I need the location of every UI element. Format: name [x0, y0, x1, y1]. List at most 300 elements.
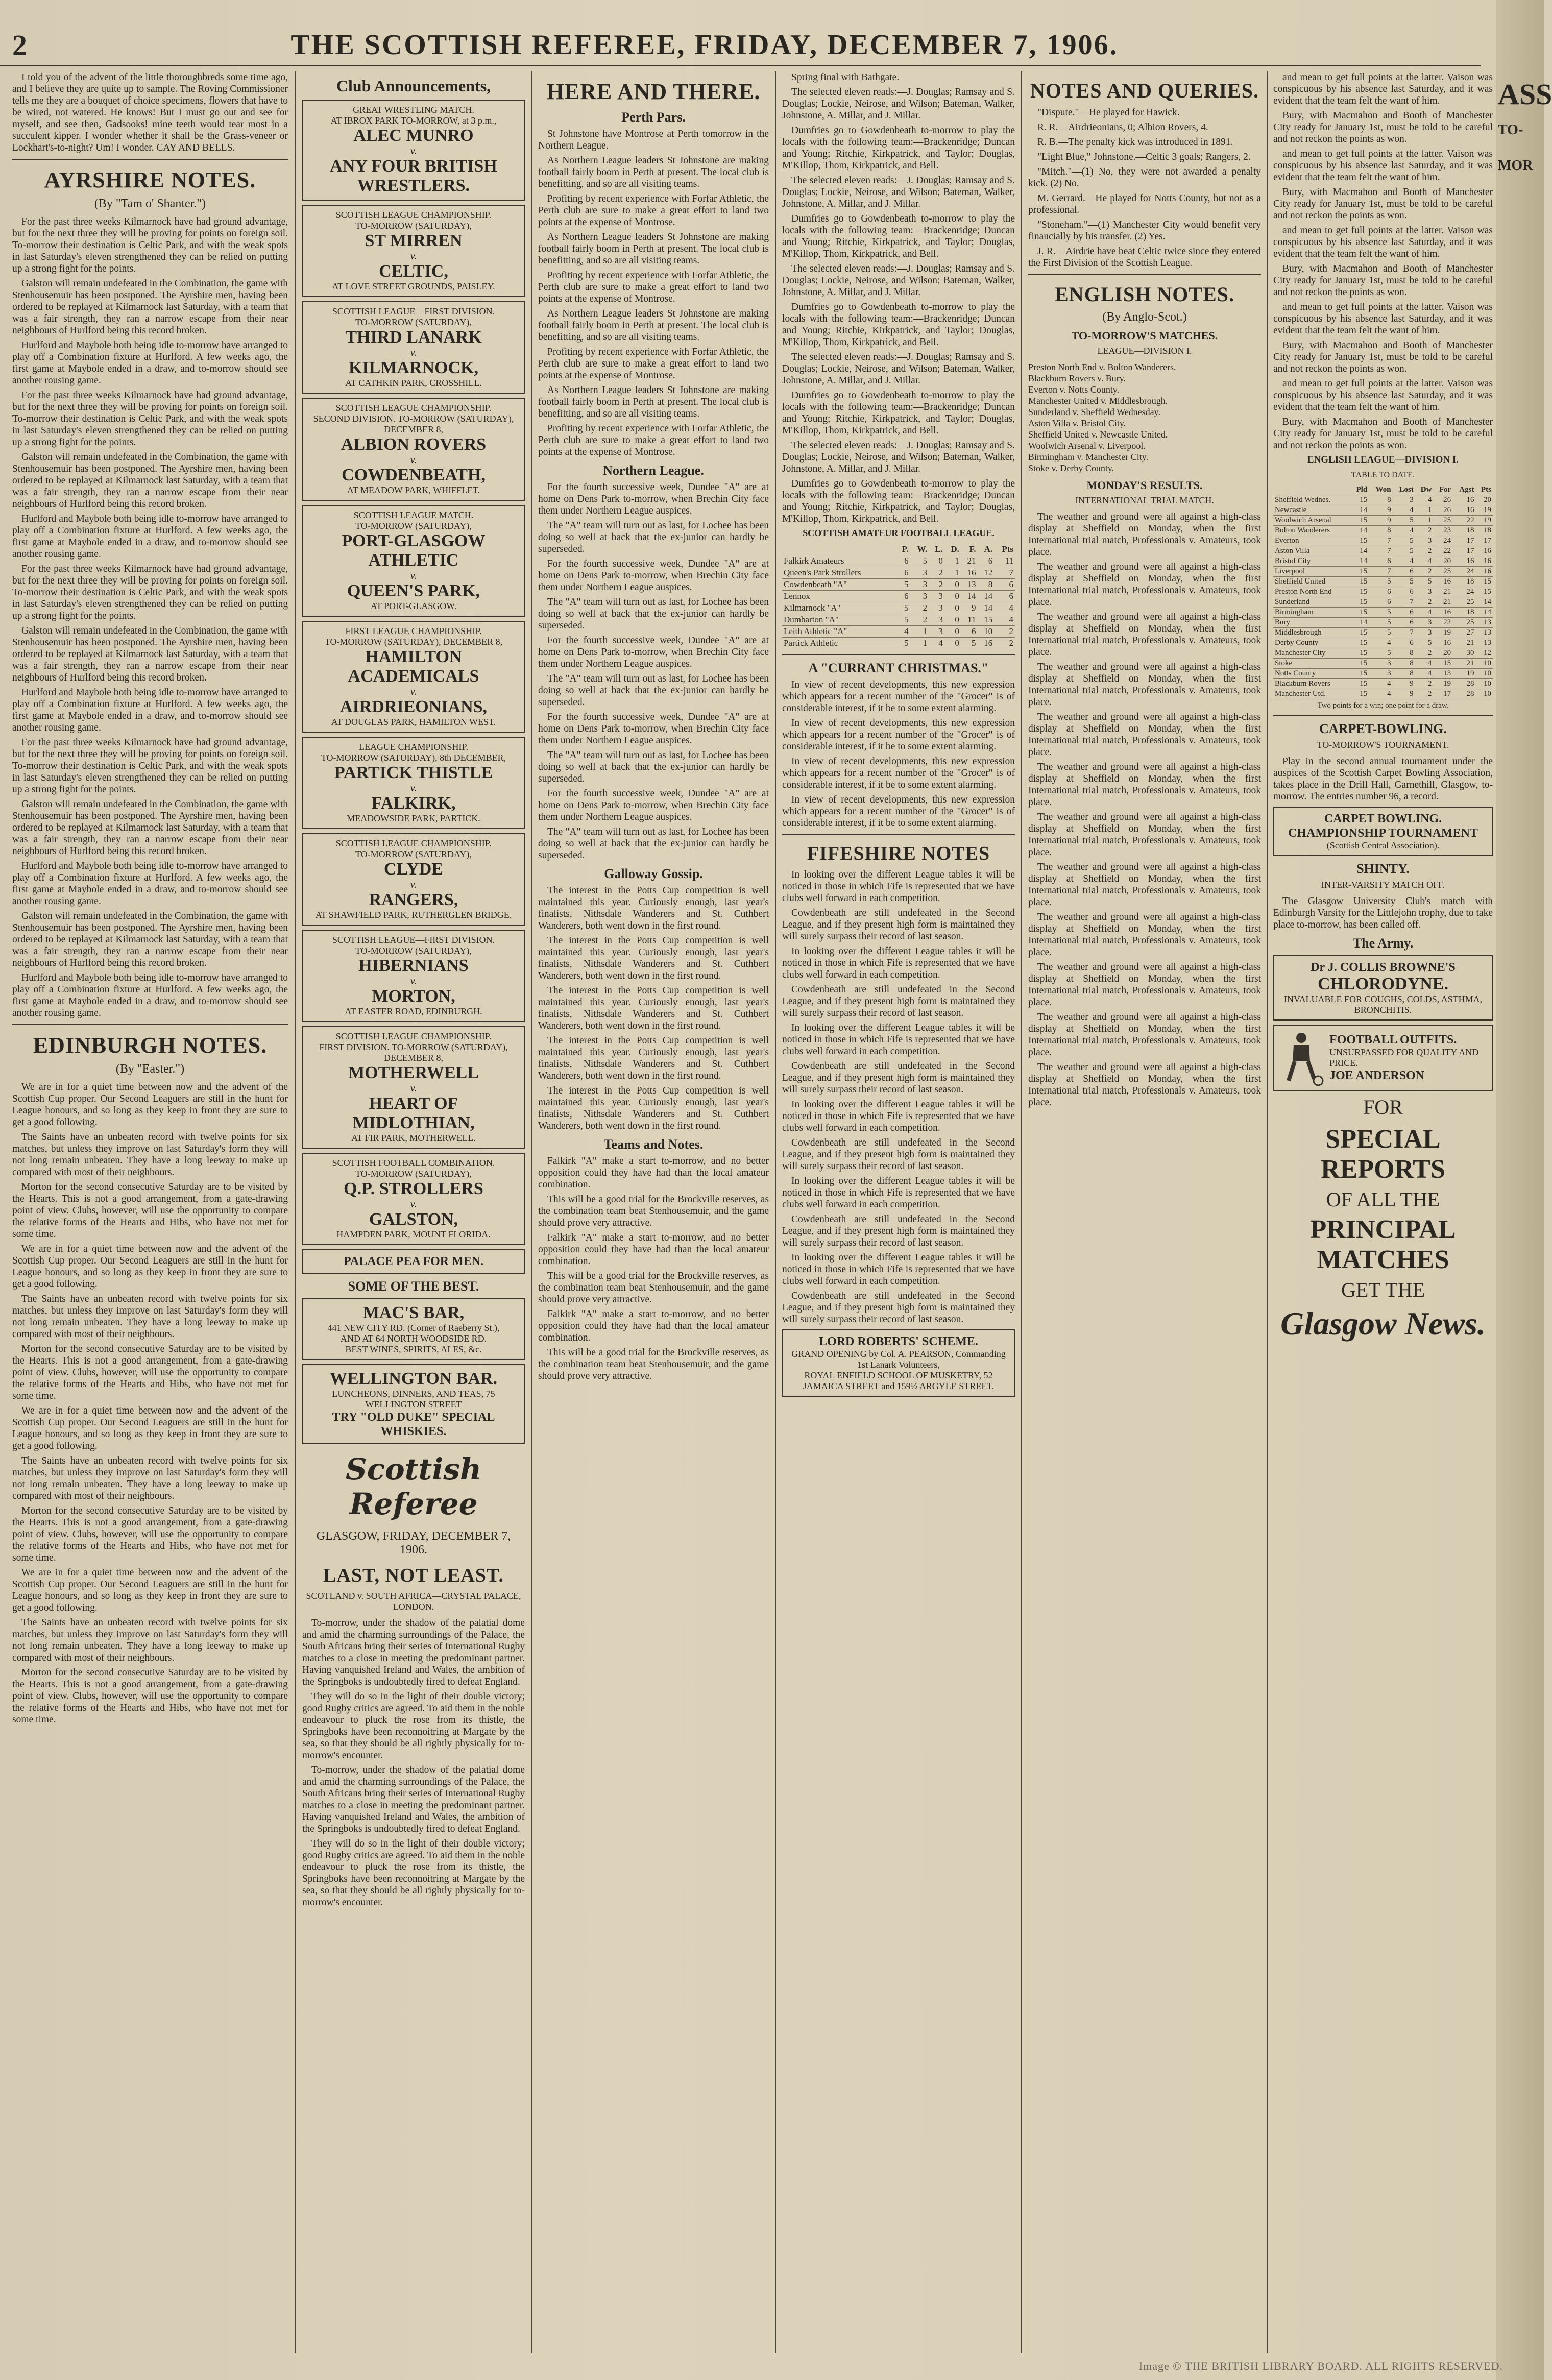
ad-team: COWDENBEATH,	[342, 466, 486, 484]
table-cell: 6	[1393, 608, 1415, 618]
table-cell: 7	[1393, 628, 1415, 638]
table-cell: 6	[1369, 597, 1392, 608]
query-item: R. R.—Airdrieonians, 0; Albion Rovers, 4.	[1037, 122, 1208, 133]
table-cell: 21	[961, 555, 978, 567]
table-cell: 2	[929, 567, 944, 579]
galloway-heading: Galloway Gossip.	[604, 866, 703, 881]
article-paragraph: The selected eleven reads:—J. Douglas; Ramsay and S. Douglas; Lockie, Neirose, and Wilson; Bateman, Walker, Johnstone, A. Millar, and J. Millar.	[782, 440, 1015, 474]
table-cell: 14	[1351, 526, 1369, 536]
table-header-cell: Pld	[1351, 485, 1369, 495]
article-paragraph: The weather and ground were all against a high-class display at Sheffield on Monday, when the first International trial match, Professionals v. Amateurs, took place.	[1028, 912, 1261, 958]
table-cell: 6	[1393, 587, 1415, 597]
table-row	[1273, 536, 1493, 546]
table-cell: 9	[1393, 679, 1415, 689]
fixture-item: Everton v. Notts County.	[1028, 384, 1120, 395]
ad-sub: TO-MORROW (SATURDAY), DECEMBER 8,	[324, 637, 503, 647]
table-cell: 27	[1452, 628, 1475, 638]
article-paragraph: Hurlford and Maybole both being idle to-morrow have arranged to play off a Combination fixture at Hurlford. A few weeks ago, the first game at Maybole ended in a draw, and to-morrow should see another rousing game.	[12, 514, 288, 560]
table-cell: 2	[1415, 648, 1434, 659]
table-cell: 12	[978, 567, 995, 579]
article-paragraph: In looking over the different League tables it will be noticed in those in which Fife is represented that we have clubs well forward in each competition.	[782, 946, 1015, 980]
table-cell: 9	[1369, 516, 1392, 526]
club-ad	[302, 505, 525, 617]
ad-team: ST MIRREN	[365, 231, 463, 250]
article-paragraph: The Glasgow University Club's match with Edinburgh Varsity for the Littlejohn trophy, due to take place to-morrow, has been called off.	[1273, 896, 1493, 930]
table-cell: 22	[1433, 546, 1452, 556]
table-cell: 0	[944, 602, 961, 614]
table-cell: 3	[1369, 669, 1392, 679]
article-paragraph: The selected eleven reads:—J. Douglas; Ramsay and S. Douglas; Lockie, Neirose, and Wilson; Bateman, Walker, Johnstone, A. Millar, and J. Millar.	[782, 87, 1015, 121]
table-cell: Partick Athletic	[782, 638, 896, 649]
mondays-sub: INTERNATIONAL TRIAL MATCH.	[1075, 495, 1214, 505]
table-cell: 5	[1393, 536, 1415, 546]
table-cell: 17	[1452, 546, 1475, 556]
old-duke-line: TRY "OLD DUKE" SPECIAL WHISKIES.	[332, 1411, 495, 1438]
table-cell: 4	[1393, 526, 1415, 536]
ad-team: HAMILTON ACADEMICALS	[348, 647, 479, 686]
ad-versus: v.	[410, 347, 417, 358]
table-row	[1273, 597, 1493, 608]
article-paragraph: For the past three weeks Kilmarnock have had ground advantage, but for the next three they will be proving for points on foreign soil. To-morrow their destination is Celtic Park, and with the weak spots in last Saturday's eleven strengthened they can be relied on putting up a strong fight for the points.	[12, 737, 288, 795]
table-cell: 21	[1433, 587, 1452, 597]
article-paragraph: The weather and ground were all against a high-class display at Sheffield on Monday, when the first International trial match, Professionals v. Amateurs, took place.	[1028, 662, 1261, 708]
table-cell: 2	[1415, 689, 1434, 699]
table-cell: Queen's Park Strollers	[782, 567, 896, 579]
article-paragraph: Falkirk "A" make a start to-morrow, and no better opposition could they have had than the local amateur combination.	[538, 1232, 769, 1267]
article-paragraph: To-morrow, under the shadow of the palatial dome and amid the charming surroundings of the Palace, the South Africans bring their series of International Rugby matches to a close in meeting the predominant partner. Having vanquished Ireland and Wales, the ambition of the Springboks is undoubtedly fired to defeat England.	[302, 1765, 525, 1834]
roberts-scheme-ad	[782, 1329, 1015, 1397]
ad-sub: TO-MORROW (SATURDAY),	[355, 521, 472, 531]
table-cell: 15	[1351, 567, 1369, 577]
table-cell: 2	[910, 614, 929, 626]
article-paragraph: As Northern League leaders St Johnstone are making football fairly boom in Perth at present. The local club is benefitting, and so are all visiting teams.	[538, 385, 769, 419]
table-cell: 14	[1475, 608, 1493, 618]
table-cell: 14	[1351, 556, 1369, 567]
wellington-bar-name: WELLINGTON BAR.	[329, 1369, 498, 1388]
table-cell: Middlesbrough	[1273, 628, 1351, 638]
article-paragraph: Galston will remain undefeated in the Combination, the game with Stenhousemuir has been postponed. The Ayrshire men, having been ordered to be replayed at Kilmarnock last Saturday, with a team that was a fair strength, they ran a narrow escape from their near neighbours of Hurlford being this record broken.	[12, 452, 288, 509]
table-cell: 6	[896, 567, 910, 579]
table-cell: Bury	[1273, 618, 1351, 628]
article-paragraph: The interest in the Potts Cup competition is well maintained this year. Curiously enough, last year's finalists, Nithsdale Wanderers and St. Cuthbert Wanderers, both went down in the first round.	[538, 1085, 769, 1131]
club-ad	[302, 621, 525, 733]
table-cell: 20	[1433, 648, 1452, 659]
ad-team: HIBERNIANS	[358, 956, 469, 975]
column-2	[302, 71, 525, 2353]
table-cell: 10	[1475, 659, 1493, 669]
table-cell: Preston North End	[1273, 587, 1351, 597]
table-cell: 21	[1433, 597, 1452, 608]
ad-team: CLYDE	[384, 860, 443, 879]
table-cell: 11	[994, 555, 1015, 567]
carpet-bowling-ad	[1273, 807, 1493, 856]
table-cell: 3	[1369, 659, 1392, 669]
table-cell: 0	[944, 614, 961, 626]
article-paragraph: Hurlford and Maybole both being idle to-morrow have arranged to play off a Combination fixture at Hurlford. A few weeks ago, the first game at Maybole ended in a draw, and to-morrow should see another rousing game.	[12, 687, 288, 733]
table-cell: 5	[961, 638, 978, 649]
table-header-cell: L.	[929, 544, 944, 555]
table-cell: 9	[961, 602, 978, 614]
table-cell: 18	[1452, 608, 1475, 618]
table-cell: 15	[1433, 659, 1452, 669]
collis-sub: INVALUABLE FOR COUGHS, COLDS, ASTHMA, BRONCHITIS.	[1283, 994, 1483, 1015]
table-cell: 13	[1475, 628, 1493, 638]
ad-versus: v.	[410, 976, 417, 987]
carpet-bowling-heading: CARPET-BOWLING.	[1319, 721, 1447, 736]
article-paragraph: The weather and ground were all against a high-class display at Sheffield on Monday, when the first International trial match, Professionals v. Amateurs, took place.	[1028, 562, 1261, 608]
table-header-cell: For	[1433, 485, 1452, 495]
column-rule	[531, 71, 532, 2353]
table-cell: 22	[1452, 516, 1475, 526]
ad-team: GALSTON,	[369, 1210, 458, 1229]
article-paragraph: Falkirk "A" make a start to-morrow, and no better opposition could they have had than the local amateur combination.	[538, 1156, 769, 1190]
table-cell: Manchester Utd.	[1273, 689, 1351, 699]
ad-venue: AT PORT-GLASGOW.	[370, 601, 457, 611]
table-cell: 1	[1415, 505, 1434, 516]
table-cell: 16	[978, 638, 995, 649]
table-cell: Leith Athletic "A"	[782, 626, 896, 638]
table-cell: 18	[1452, 577, 1475, 587]
article-paragraph: The weather and ground were all against a high-class display at Sheffield on Monday, when the first International trial match, Professionals v. Amateurs, took place.	[1028, 712, 1261, 758]
ad-team: QUEEN'S PARK,	[347, 581, 480, 600]
club-ads	[302, 100, 525, 1245]
page-number: 2	[12, 28, 27, 62]
table-cell: 6	[994, 591, 1015, 602]
ad-team: PORT-GLASGOW ATHLETIC	[342, 531, 486, 570]
table-cell: 25	[1452, 597, 1475, 608]
article-paragraph: The interest in the Potts Cup competition is well maintained this year. Curiously enough, last year's finalists, Nithsdale Wanderers and St. Cuthbert Wanderers, both went down in the first round.	[538, 1035, 769, 1081]
table-cell: 3	[1393, 495, 1415, 505]
paper-name-logo: Scottish Referee	[345, 1452, 482, 1521]
article-paragraph: As Northern League leaders St Johnstone are making football fairly boom in Perth at present. The local club is benefitting, and so are all visiting teams.	[538, 155, 769, 189]
article-paragraph: We are in for a quiet time between now and the advent of the Scottish Cup proper. Our Second Leaguers are still in the hunt for League honours, and so long as they keep in front they are sure to get a good following.	[12, 1244, 288, 1290]
ad-top: SCOTTISH LEAGUE CHAMPIONSHIP.	[335, 838, 492, 848]
column-1	[12, 71, 288, 2353]
table-cell: 6	[896, 555, 910, 567]
footer-for: FOR	[1363, 1096, 1403, 1119]
table-cell: 4	[1415, 556, 1434, 567]
division-label: LEAGUE—DIVISION I.	[1097, 346, 1192, 356]
table-row	[1273, 638, 1493, 648]
table-row	[1273, 679, 1493, 689]
table-cell: 2	[1415, 567, 1434, 577]
table-cell: 15	[1351, 587, 1369, 597]
ad-sub: FIRST DIVISION. TO-MORROW (SATURDAY), DECEMBER 8,	[319, 1042, 508, 1063]
ad-team: ALEC MUNRO	[353, 126, 474, 145]
article-paragraph: The weather and ground were all against a high-class display at Sheffield on Monday, when the first International trial match, Professionals v. Amateurs, took place.	[1028, 762, 1261, 808]
query-item: "Stoneham."—(1) Manchester City would benefit very financially by his transfer. (2) Yes.	[1028, 220, 1261, 242]
club-ad	[302, 100, 525, 201]
article-paragraph: In looking over the different League tables it will be noticed in those in which Fife is represented that we have clubs well forward in each competition.	[782, 1176, 1015, 1210]
table-cell: 3	[929, 602, 944, 614]
club-ad	[302, 930, 525, 1022]
ad-top: FIRST LEAGUE CHAMPIONSHIP.	[345, 626, 482, 636]
footer-get-the: GET THE	[1341, 1278, 1425, 1301]
table-cell: 14	[1475, 597, 1493, 608]
article-paragraph: Bury, with Macmahon and Booth of Manchester City ready for January 1st, must be told to be careful and not reckon the points as won.	[1273, 340, 1493, 374]
table-cell: 3	[1415, 618, 1434, 628]
article-paragraph: The weather and ground were all against a high-class display at Sheffield on Monday, when the first International trial match, Professionals v. Amateurs, took place.	[1028, 862, 1261, 908]
article-paragraph: The selected eleven reads:—J. Douglas; Ramsay and S. Douglas; Lockie, Neirose, and Wilson; Bateman, Walker, Johnstone, A. Millar, and J. Millar.	[782, 263, 1015, 298]
shinty-sub: INTER-VARSITY MATCH OFF.	[1321, 880, 1445, 890]
table-cell: 28	[1452, 679, 1475, 689]
table-cell: 23	[1433, 526, 1452, 536]
table-cell: Bristol City	[1273, 556, 1351, 567]
table-cell: 3	[929, 591, 944, 602]
table-cell: 5	[896, 602, 910, 614]
table-row	[782, 591, 1015, 602]
ad-team: KILMARNOCK,	[348, 358, 479, 377]
table-cell: 16	[1475, 556, 1493, 567]
table-cell: Dumbarton "A"	[782, 614, 896, 626]
table-row	[1273, 659, 1493, 669]
article-paragraph: They will do so in the light of their double victory; good Rugby critics are agreed. To aid them in the noble endeavour to pluck the rose from its thistle, the Springboks have been reconnoitring at Margate by the sea, so that they should be all rightly physically for to-morrow's encounter.	[302, 1838, 525, 1908]
article-paragraph: In view of recent developments, this new expression which appears for a recent number of the "Grocer" is of considerable interest, if it be to some extent alarming.	[782, 679, 1015, 714]
table-cell: 10	[1475, 679, 1493, 689]
ad-team: ANY FOUR BRITISH WRESTLERS.	[330, 157, 497, 195]
table-row	[782, 579, 1015, 591]
table-row	[1273, 618, 1493, 628]
article-paragraph: Dumfries go to Gowdenbeath to-morrow to play the locals with the following team:—Brackenridge; Duncan and Young; Ritchie, Kirkpatrick, and Taylor; Douglas, M'Killop, Thom, Kirkpatrick, and Bell.	[782, 302, 1015, 348]
table-cell: 5	[896, 579, 910, 591]
table-cell: 1	[1415, 516, 1434, 526]
article-paragraph: Galston will remain undefeated in the Combination, the game with Stenhousemuir has been postponed. The Ayrshire men, having been ordered to be replayed at Kilmarnock last Saturday, with a team that was a fair strength, they ran a narrow escape from their near neighbours of Hurlford being this record broken.	[12, 625, 288, 683]
table-row	[782, 614, 1015, 626]
article-paragraph: Cowdenbeath are still undefeated in the Second League, and if they present high form is maintained they will surely surpass their record of last season.	[782, 1137, 1015, 1172]
article-paragraph: In view of recent developments, this new expression which appears for a recent number of the "Grocer" is of considerable interest, if it be to some extent alarming.	[782, 756, 1015, 790]
table-cell: 2	[1415, 526, 1434, 536]
footer-principal-matches: PRINCIPAL MATCHES	[1310, 1215, 1456, 1274]
mondays-results-heading: MONDAY'S RESULTS.	[1086, 479, 1203, 492]
wellington-bar-ad	[302, 1364, 525, 1444]
edge-text: ASS	[1498, 78, 1552, 111]
table-cell: 2	[929, 579, 944, 591]
copyright-notice: Image © THE BRITISH LIBRARY BOARD. ALL RIGHTS RESERVED.	[1138, 2360, 1503, 2372]
article-paragraph: For the past three weeks Kilmarnock have had ground advantage, but for the next three they will be proving for points on foreign soil. To-morrow their destination is Celtic Park, and with the weak spots in last Saturday's eleven strengthened they can be relied on putting up a strong fight for the points.	[12, 216, 288, 274]
table-cell: 16	[1433, 608, 1452, 618]
table-row	[1273, 516, 1493, 526]
table-cell: 7	[1369, 567, 1392, 577]
article-paragraph: For the past three weeks Kilmarnock have had ground advantage, but for the next three they will be proving for points on foreign soil. To-morrow their destination is Celtic Park, and with the weak spots in last Saturday's eleven strengthened they can be relied on putting up a strong fight for the points.	[12, 390, 288, 448]
table-cell: 5	[896, 638, 910, 649]
table-header-cell: F.	[961, 544, 978, 555]
table-cell: 0	[944, 626, 961, 638]
ad-sub: TO-MORROW (SATURDAY), 8th DECEMBER,	[321, 752, 506, 763]
ad-sub: TO-MORROW (SATURDAY),	[355, 1169, 472, 1179]
intro-paragraph: I told you of the advent of the little thoroughbreds some time ago, and I believe they are quite up to sample. The Roving Commissioner tells me they are a bouquet of choice specimens, flowers that have to be wired, not watered. He knows! But I must go out and see for myself, and see then, Gadsooks! mine teeth would tear most in a succulent kipper. I wonder whether it shall be the Grass-veneer or Lockhart's-to-night? Um! I wonder. CAY AND BELLS.	[12, 72, 288, 153]
table-cell: 14	[978, 591, 995, 602]
article-paragraph: Morton for the second consecutive Saturday are to be visited by the Hearts. This is not a good arrangement, from a gate-drawing point of view. Clubs, however, will use the opportunity to compare the relative forms of the Hearts and Hibs, who have not met for some time.	[12, 1344, 288, 1401]
macs-bar-ad	[302, 1298, 525, 1360]
table-cell: 15	[1351, 638, 1369, 648]
article-paragraph: To-morrow, under the shadow of the palatial dome and amid the charming surroundings of the Palace, the South Africans bring their series of International Rugby matches to a close in meeting the predominant partner. Having vanquished Ireland and Wales, the ambition of the Springboks is undoubtedly fired to defeat England.	[302, 1618, 525, 1687]
table-cell: 5	[1393, 546, 1415, 556]
table-cell: 16	[1452, 495, 1475, 505]
table-cell: 4	[1393, 505, 1415, 516]
table-cell: 6	[896, 591, 910, 602]
table-cell: 4	[1393, 556, 1415, 567]
army-heading: The Army.	[1352, 936, 1414, 951]
article-paragraph: and mean to get full points at the latter. Vaison was conspicuous by his absence last Saturday, and it was evident that the team felt the want of him.	[1273, 225, 1493, 259]
ad-venue: AT FIR PARK, MOTHERWELL.	[351, 1133, 476, 1143]
article-paragraph: This will be a good trial for the Brockville reserves, as the combination team beat Stenhousemuir, and the game should prove very attractive.	[538, 1271, 769, 1305]
ad-top: GREAT WRESTLING MATCH.	[353, 105, 474, 115]
table-cell: 2	[1415, 546, 1434, 556]
club-ad	[302, 205, 525, 297]
table-cell: 18	[1475, 526, 1493, 536]
outfits-maker: JOE ANDERSON	[1329, 1069, 1425, 1082]
ad-top: SCOTTISH LEAGUE CHAMPIONSHIP.	[335, 1031, 492, 1041]
ad-venue: AT LOVE STREET GROUNDS, PAISLEY.	[332, 281, 495, 292]
article-paragraph: For the fourth successive week, Dundee "A" are at home on Dens Park to-morrow, when Brechin City face them under Northern League auspices.	[538, 558, 769, 593]
table-cell: 14	[978, 602, 995, 614]
macs-bar-address: 441 NEW CITY RD. (Corner of Raeberry St.),	[327, 1323, 500, 1333]
table-row	[782, 626, 1015, 638]
article-paragraph: The weather and ground were all against a high-class display at Sheffield on Monday, when the first International trial match, Professionals v. Amateurs, took place.	[1028, 1012, 1261, 1058]
table-cell: Everton	[1273, 536, 1351, 546]
club-ad	[302, 737, 525, 829]
ad-team: ALBION ROVERS	[341, 435, 487, 454]
table-header-cell: W.	[910, 544, 929, 555]
ad-team: FALKIRK,	[371, 794, 456, 813]
table-cell: 16	[1475, 567, 1493, 577]
table-row	[1273, 669, 1493, 679]
article-paragraph: This will be a good trial for the Brockville reserves, as the combination team beat Stenhousemuir, and the game should prove very attractive.	[538, 1347, 769, 1381]
article-paragraph: Profiting by recent experience with Forfar Athletic, the Perth club are sure to make a great effort to land two points at the expense of Montrose.	[538, 270, 769, 304]
article-paragraph: For the fourth successive week, Dundee "A" are at home on Dens Park to-morrow, when Brechin City face them under Northern League auspices.	[538, 635, 769, 669]
chlorodyne-ad	[1273, 955, 1493, 1021]
english-league-sub: TABLE TO DATE.	[1351, 471, 1415, 479]
article-paragraph: The weather and ground were all against a high-class display at Sheffield on Monday, when the first International trial match, Professionals v. Amateurs, took place.	[1028, 512, 1261, 557]
table-cell: 15	[1351, 628, 1369, 638]
table-cell: 6	[1369, 587, 1392, 597]
fixture-item: Birmingham v. Manchester City.	[1028, 452, 1149, 462]
fifeshire-heading: FIFESHIRE NOTES	[807, 843, 990, 864]
table-cell: 4	[1369, 638, 1392, 648]
ad-top: SCOTTISH LEAGUE—FIRST DIVISION.	[332, 306, 495, 317]
column-6	[1273, 71, 1493, 2353]
table-cell: 0	[944, 638, 961, 649]
club-ad	[302, 301, 525, 394]
club-ad	[302, 1026, 525, 1149]
english-byline: (By Anglo-Scot.)	[1102, 310, 1187, 324]
table-cell: 15	[1351, 689, 1369, 699]
table-cell: 15	[1475, 587, 1493, 597]
table-cell: Sheffield Wednes.	[1273, 495, 1351, 505]
ad-venue: AT EASTER ROAD, EDINBURGH.	[345, 1006, 482, 1016]
table-cell: Notts County	[1273, 669, 1351, 679]
ad-versus: v.	[410, 1199, 417, 1210]
footer-glasgow-news: Glasgow News.	[1280, 1305, 1486, 1342]
table-cell: 2	[1415, 679, 1434, 689]
ad-sub: AT IBROX PARK TO-MORROW, at 3 p.m.,	[330, 115, 497, 126]
table-cell: 4	[1369, 689, 1392, 699]
tomorrows-matches-heading: TO-MORROW'S MATCHES.	[1071, 329, 1218, 342]
table-cell: 2	[910, 602, 929, 614]
ad-sub: TO-MORROW (SATURDAY),	[355, 849, 472, 859]
table-row	[1273, 546, 1493, 556]
table-row	[1273, 505, 1493, 516]
table-cell: 2	[1415, 597, 1434, 608]
table-cell: Aston Villa	[1273, 546, 1351, 556]
table-cell: 24	[1452, 587, 1475, 597]
carpet-ad-sub: (Scottish Central Association).	[1326, 840, 1440, 851]
ad-sub: TO-MORROW (SATURDAY),	[355, 317, 472, 327]
article-paragraph: They will do so in the light of their double victory; good Rugby critics are agreed. To aid them in the noble endeavour to pluck the rose from its thistle, the Springboks have been reconnoitring at Margate by the sea, so that they should be all rightly physically for to-morrow's encounter.	[302, 1691, 525, 1761]
article-paragraph: The Saints have an unbeaten record with twelve points for six matches, but unless they improve on last Saturday's form they will not long remain unbeaten. They have a long leeway to make up compared with most of their neighbours.	[12, 1294, 288, 1340]
article-paragraph: For the past three weeks Kilmarnock have had ground advantage, but for the next three they will be proving for points on foreign soil. To-morrow their destination is Celtic Park, and with the weak spots in last Saturday's eleven strengthened they can be relied on putting up a strong fight for the points.	[12, 564, 288, 621]
query-item: J. R.—Airdrie have beat Celtic twice since they entered the First Division of the Scottish League.	[1028, 246, 1261, 269]
column-3	[538, 71, 769, 2353]
table-cell: Manchester City	[1273, 648, 1351, 659]
table-header-cell: P.	[896, 544, 910, 555]
table-cell: 21	[1452, 638, 1475, 648]
carpet-ad-heading: CARPET BOWLING.	[1324, 812, 1442, 825]
footer-of-all: OF ALL THE	[1326, 1188, 1440, 1211]
table-cell: 19	[1475, 505, 1493, 516]
ad-venue: AT DOUGLAS PARK, HAMILTON WEST.	[331, 717, 496, 727]
table-cell: 15	[1351, 659, 1369, 669]
table-cell: 16	[961, 567, 978, 579]
table-cell: 5	[1393, 516, 1415, 526]
ad-versus: v.	[410, 783, 417, 794]
article-paragraph: Galston will remain undefeated in the Combination, the game with Stenhousemuir has been postponed. The Ayrshire men, having been ordered to be replayed at Kilmarnock last Saturday, with a team that was a fair strength, they ran a narrow escape from their near neighbours of Hurlford being this record broken.	[12, 911, 288, 968]
column-rule	[1267, 71, 1268, 2353]
article-paragraph: Cowdenbeath are still undefeated in the Second League, and if they present high form is maintained they will surely surpass their record of last season.	[782, 1214, 1015, 1248]
table-cell: 9	[1369, 505, 1392, 516]
table-cell: 15	[1351, 608, 1369, 618]
article-paragraph: This will be a good trial for the Brockville reserves, as the combination team beat Stenhousemuir, and the game should prove very attractive.	[538, 1194, 769, 1228]
table-cell: 15	[1351, 495, 1369, 505]
table-cell: 4	[1415, 659, 1434, 669]
table-cell: 1	[910, 626, 929, 638]
carpet-sub: TO-MORROW'S TOURNAMENT.	[1317, 740, 1449, 750]
article-paragraph: Profiting by recent experience with Forfar Athletic, the Perth club are sure to make a great effort to land two points at the expense of Montrose.	[538, 347, 769, 381]
table-cell: 6	[1393, 638, 1415, 648]
table-cell: 19	[1433, 628, 1452, 638]
glasgow-news-ad	[1273, 1095, 1493, 1343]
fixture-item: Sheffield United v. Newcastle United.	[1028, 429, 1168, 440]
table-cell: 3	[910, 579, 929, 591]
table-cell: 17	[1433, 689, 1452, 699]
article-paragraph: In view of recent developments, this new expression which appears for a recent number of the "Grocer" is of considerable interest, if it be to some extent alarming.	[782, 794, 1015, 829]
article-paragraph: The "A" team will turn out as last, for Lochee has been doing so well at back that the ex-junior can hardly be superseded.	[538, 827, 769, 861]
article-paragraph: In view of recent developments, this new expression which appears for a recent number of the "Grocer" is of considerable interest, if it be to some extent alarming.	[782, 718, 1015, 752]
ad-versus: v.	[410, 570, 417, 581]
table-cell: 28	[1452, 689, 1475, 699]
article-paragraph: Morton for the second consecutive Saturday are to be visited by the Hearts. This is not a good arrangement, from a gate-drawing point of view. Clubs, however, will use the opportunity to compare the relative forms of the Hearts and Hibs, who have not met for some time.	[12, 1505, 288, 1563]
article-paragraph: St Johnstone have Montrose at Perth tomorrow in the Northern League.	[538, 129, 769, 151]
table-cell: 10	[978, 626, 995, 638]
table-cell: 5	[910, 555, 929, 567]
table-cell: 15	[1351, 536, 1369, 546]
table-cell: 15	[1351, 648, 1369, 659]
ad-versus: v.	[410, 1083, 417, 1094]
column-4	[782, 71, 1015, 2353]
article-paragraph: Profiting by recent experience with Forfar Athletic, the Perth club are sure to make a great effort to land two points at the expense of Montrose.	[538, 423, 769, 457]
table-cell: 5	[1369, 608, 1392, 618]
table-cell: 3	[929, 626, 944, 638]
article-paragraph: Bury, with Macmahon and Booth of Manchester City ready for January 1st, must be told to be careful and not reckon the points as won.	[1273, 263, 1493, 298]
table-cell: 15	[978, 614, 995, 626]
table-row	[782, 602, 1015, 614]
article-paragraph: The "A" team will turn out as last, for Lochee has been doing so well at back that the ex-junior can hardly be superseded.	[538, 750, 769, 784]
query-item: "Mitch."—(1) No, they were not awarded a penalty kick. (2) No.	[1028, 166, 1261, 189]
article-paragraph: and mean to get full points at the latter. Vaison was conspicuous by his absence last Saturday, and it was evident that the team felt the want of him.	[1273, 72, 1493, 106]
collis-heading: Dr J. COLLIS BROWNE'S	[1311, 961, 1456, 974]
table-cell: 1	[944, 555, 961, 567]
table-cell: 6	[978, 555, 995, 567]
